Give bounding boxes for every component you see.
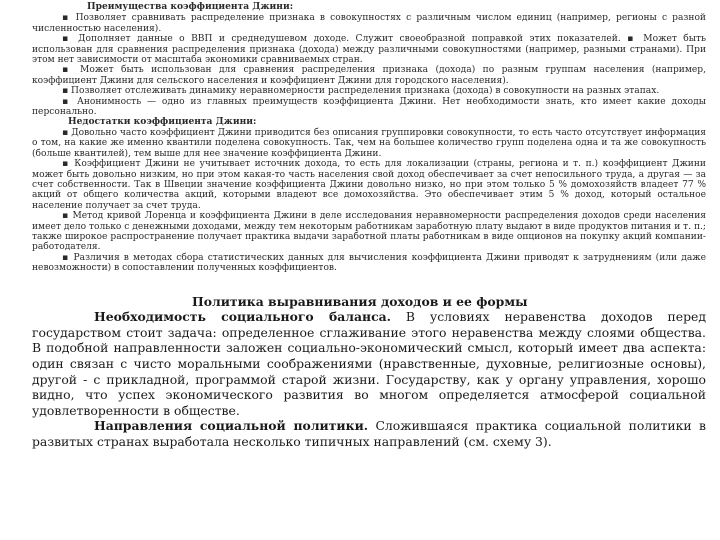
policy-p2-text: Сложившаяся практика социальной политики в развитых странах выработала несколько типичных направлений (см. схему 3). — [32, 418, 706, 449]
policy-p1-text: В условиях неравенства доходов перед государством стоит задача: определенное сглаживание этого неравенства между слоями общества. В подобной направленности заложен социально-экономический смысл, который имеет два аспекта: один связан с чисто моральными соображениями (нравственные, духовные, религиозные основы), другой - с прикладной, программой старой жизни. Государству, как у органу управления, хорошо видно, что успех экономического развития во многом определяется атмосферой социальной удовлетворенности в обществе. — [32, 309, 706, 418]
policy-title: Политика выравнивания доходов и ее формы — [192, 293, 528, 309]
advantage-item: ▪ Позволяет сравнивать распределение признака в совокупностях с различным числом единиц (например, регионы с разной численностью населения). — [32, 13, 706, 34]
drawback-item: ▪ Довольно часто коэффициент Джини приводится без описания группировки совокупности, то есть часто отсутствует информация о том, на какие же именно квантили поделена совокупность. Так, чем на большее количество групп поделена одна и та же совокупность (больше квантилей), тем выше для нее значение коэффициента Джини. — [32, 127, 706, 159]
advantage-item: ▪ Дополняет данные о ВВП и среднедушевом доходе. Служит своеобразной поправкой этих показателей. ▪ Может быть использован для сравнения распределения признака (дохода) между различными совокупностями (например, разными странами). При этом нет зависимости от масштаба экономики сравниваемых стран. — [32, 34, 706, 66]
policy-paragraph-1 — [32, 309, 706, 418]
drawback-item: ▪ Коэффициент Джини не учитывает источник дохода, то есть для локализации (страны, региона и т. п.) коэффициент Джини может быть довольно низким, но при этом какая-то часть населения свой доход обеспечивает за счет непосильного труда, а другая — за счет собственности. Так в Швеции значение коэффициента Джини довольно низко, но при этом только 5 % домохозяйств владеет 77 % акций от общего количества акций, которыми владеют все домохозяйства. Это обеспечивает этим 5 % доход, который остальное население получает за счет труда. — [32, 159, 706, 211]
policy-section — [32, 294, 706, 450]
gini-section — [32, 2, 706, 274]
advantage-item: ▪ Может быть использован для сравнения распределения признака (дохода) по разным группам населения (например, коэффициент Джини для сельского населения и коэффициент Джини для городского населения). — [32, 65, 706, 86]
drawback-item: ▪ Метод кривой Лоренца и коэффициента Джини в деле исследования неравномерности распределения доходов среди населения имеет дело только с денежными доходами, между тем некоторым работникам заработную плату выдают в виде продуктов питания и т. п.; также широкое распространение получает практика выдачи заработной платы работникам в виде опционов на покупку акций компании-работодателя. — [32, 211, 706, 253]
advantage-item: ▪ Анонимность — одно из главных преимуществ коэффициента Джини. Нет необходимости знать, кто имеет какие доходы персонально. — [32, 96, 706, 118]
policy-p2-lead: Направления социальной политики. — [94, 418, 369, 434]
policy-p1-lead: Необходимость социального баланса. — [94, 309, 391, 325]
advantage-item: ▪ Позволяет отслеживать динамику неравномерности распределения признака (дохода) в совокупности на разных этапах. — [62, 86, 660, 97]
advantages-heading: Преимущества коэффициента Джини: — [87, 1, 294, 12]
drawback-item: ▪ Различия в методах сбора статистических данных для вычисления коэффициента Джини приводят к затруднениям (или даже невозможности) в сопоставлении полученных коэффициентов. — [32, 252, 706, 274]
drawbacks-heading: Недостатки коэффициента Джини: — [68, 116, 257, 128]
policy-paragraph-2 — [32, 418, 706, 449]
